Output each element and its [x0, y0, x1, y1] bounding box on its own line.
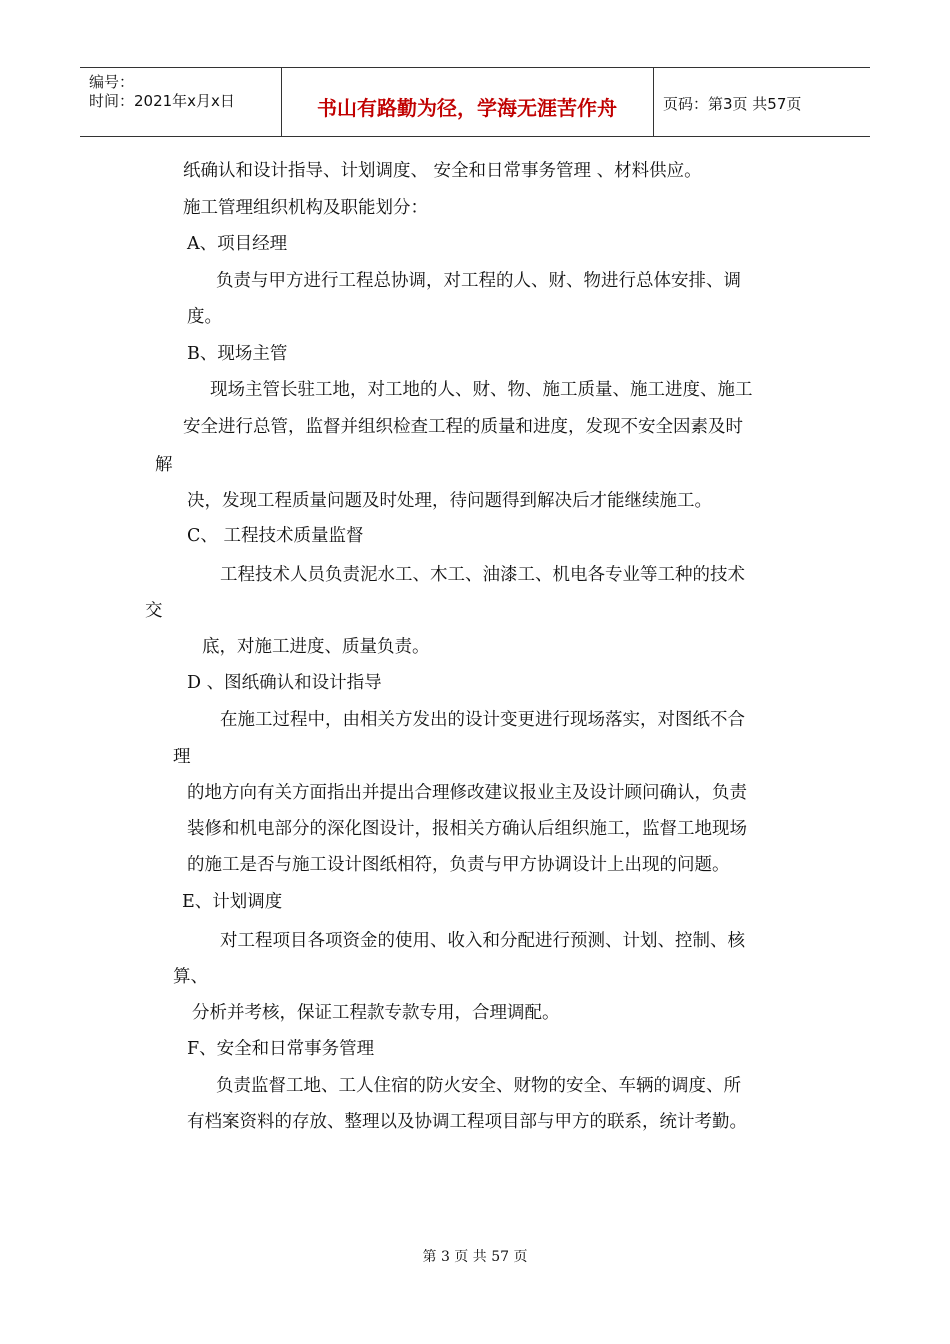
body-line: 安全进行总管，监督并组织检查工程的质量和进度，发现不安全因素及时 [183, 417, 743, 437]
document-number-label: 编号： [89, 73, 135, 91]
body-line: 施工管理组织机构及职能划分： [183, 198, 428, 218]
section-heading-a: A、项目经理 [187, 234, 288, 254]
document-date-label: 时间：2021年x月x日 [89, 92, 235, 110]
body-line: 在施工过程中，由相关方发出的设计变更进行现场落实，对图纸不合 [220, 710, 745, 730]
body-line: 对工程项目各项资金的使用、收入和分配进行预测、计划、控制、核 [220, 931, 745, 951]
body-line: 理 [173, 747, 191, 767]
header-page-number: 页码：第3页 共57页 [663, 95, 802, 113]
body-line: 底，对施工进度、质量负责。 [202, 637, 430, 657]
page-footer: 第 3 页 共 57 页 [422, 1249, 528, 1265]
header-motto: 书山有路勤为径，学海无涯苦作舟 [317, 96, 617, 120]
body-line: 的地方向有关方面指出并提出合理修改建议报业主及设计顾问确认，负责 [187, 783, 747, 803]
body-line: 分析并考核，保证工程款专款专用，合理调配。 [192, 1003, 560, 1023]
section-heading-d: D 、图纸确认和设计指导 [187, 673, 382, 693]
section-heading-b: B、现场主管 [187, 344, 288, 364]
body-line: 交 [145, 601, 163, 621]
body-line: 算、 [173, 967, 208, 987]
section-heading-c: C、 工程技术质量监督 [187, 526, 364, 546]
body-line: 负责监督工地、工人住宿的防火安全、财物的安全、车辆的调度、所 [216, 1076, 741, 1096]
body-line: 决，发现工程质量问题及时处理，待问题得到解决后才能继续施工。 [187, 491, 712, 511]
page-header [80, 67, 870, 137]
header-page-cell [653, 68, 870, 136]
body-line: 有档案资料的存放、整理以及协调工程项目部与甲方的联系，统计考勤。 [187, 1112, 747, 1132]
body-line: 的施工是否与施工设计图纸相符，负责与甲方协调设计上出现的问题。 [187, 855, 730, 875]
body-line: 装修和机电部分的深化图设计，报相关方确认后组织施工，监督工地现场 [187, 819, 747, 839]
body-line: 现场主管长驻工地，对工地的人、财、物、施工质量、施工进度、施工 [210, 380, 753, 400]
body-line: 负责与甲方进行工程总协调，对工程的人、财、物进行总体安排、调 [216, 271, 741, 291]
body-line: 解 [155, 455, 173, 475]
body-line: 度。 [187, 307, 222, 327]
body-line: 工程技术人员负责泥水工、木工、油漆工、机电各专业等工种的技术 [220, 565, 745, 585]
body-line: 纸确认和设计指导、计划调度、 安全和日常事务管理 、材料供应。 [183, 161, 702, 181]
header-meta-cell [80, 68, 282, 136]
section-heading-e: E、计划调度 [182, 892, 283, 912]
header-motto-cell [281, 68, 654, 136]
section-heading-f: F、安全和日常事务管理 [187, 1039, 375, 1059]
